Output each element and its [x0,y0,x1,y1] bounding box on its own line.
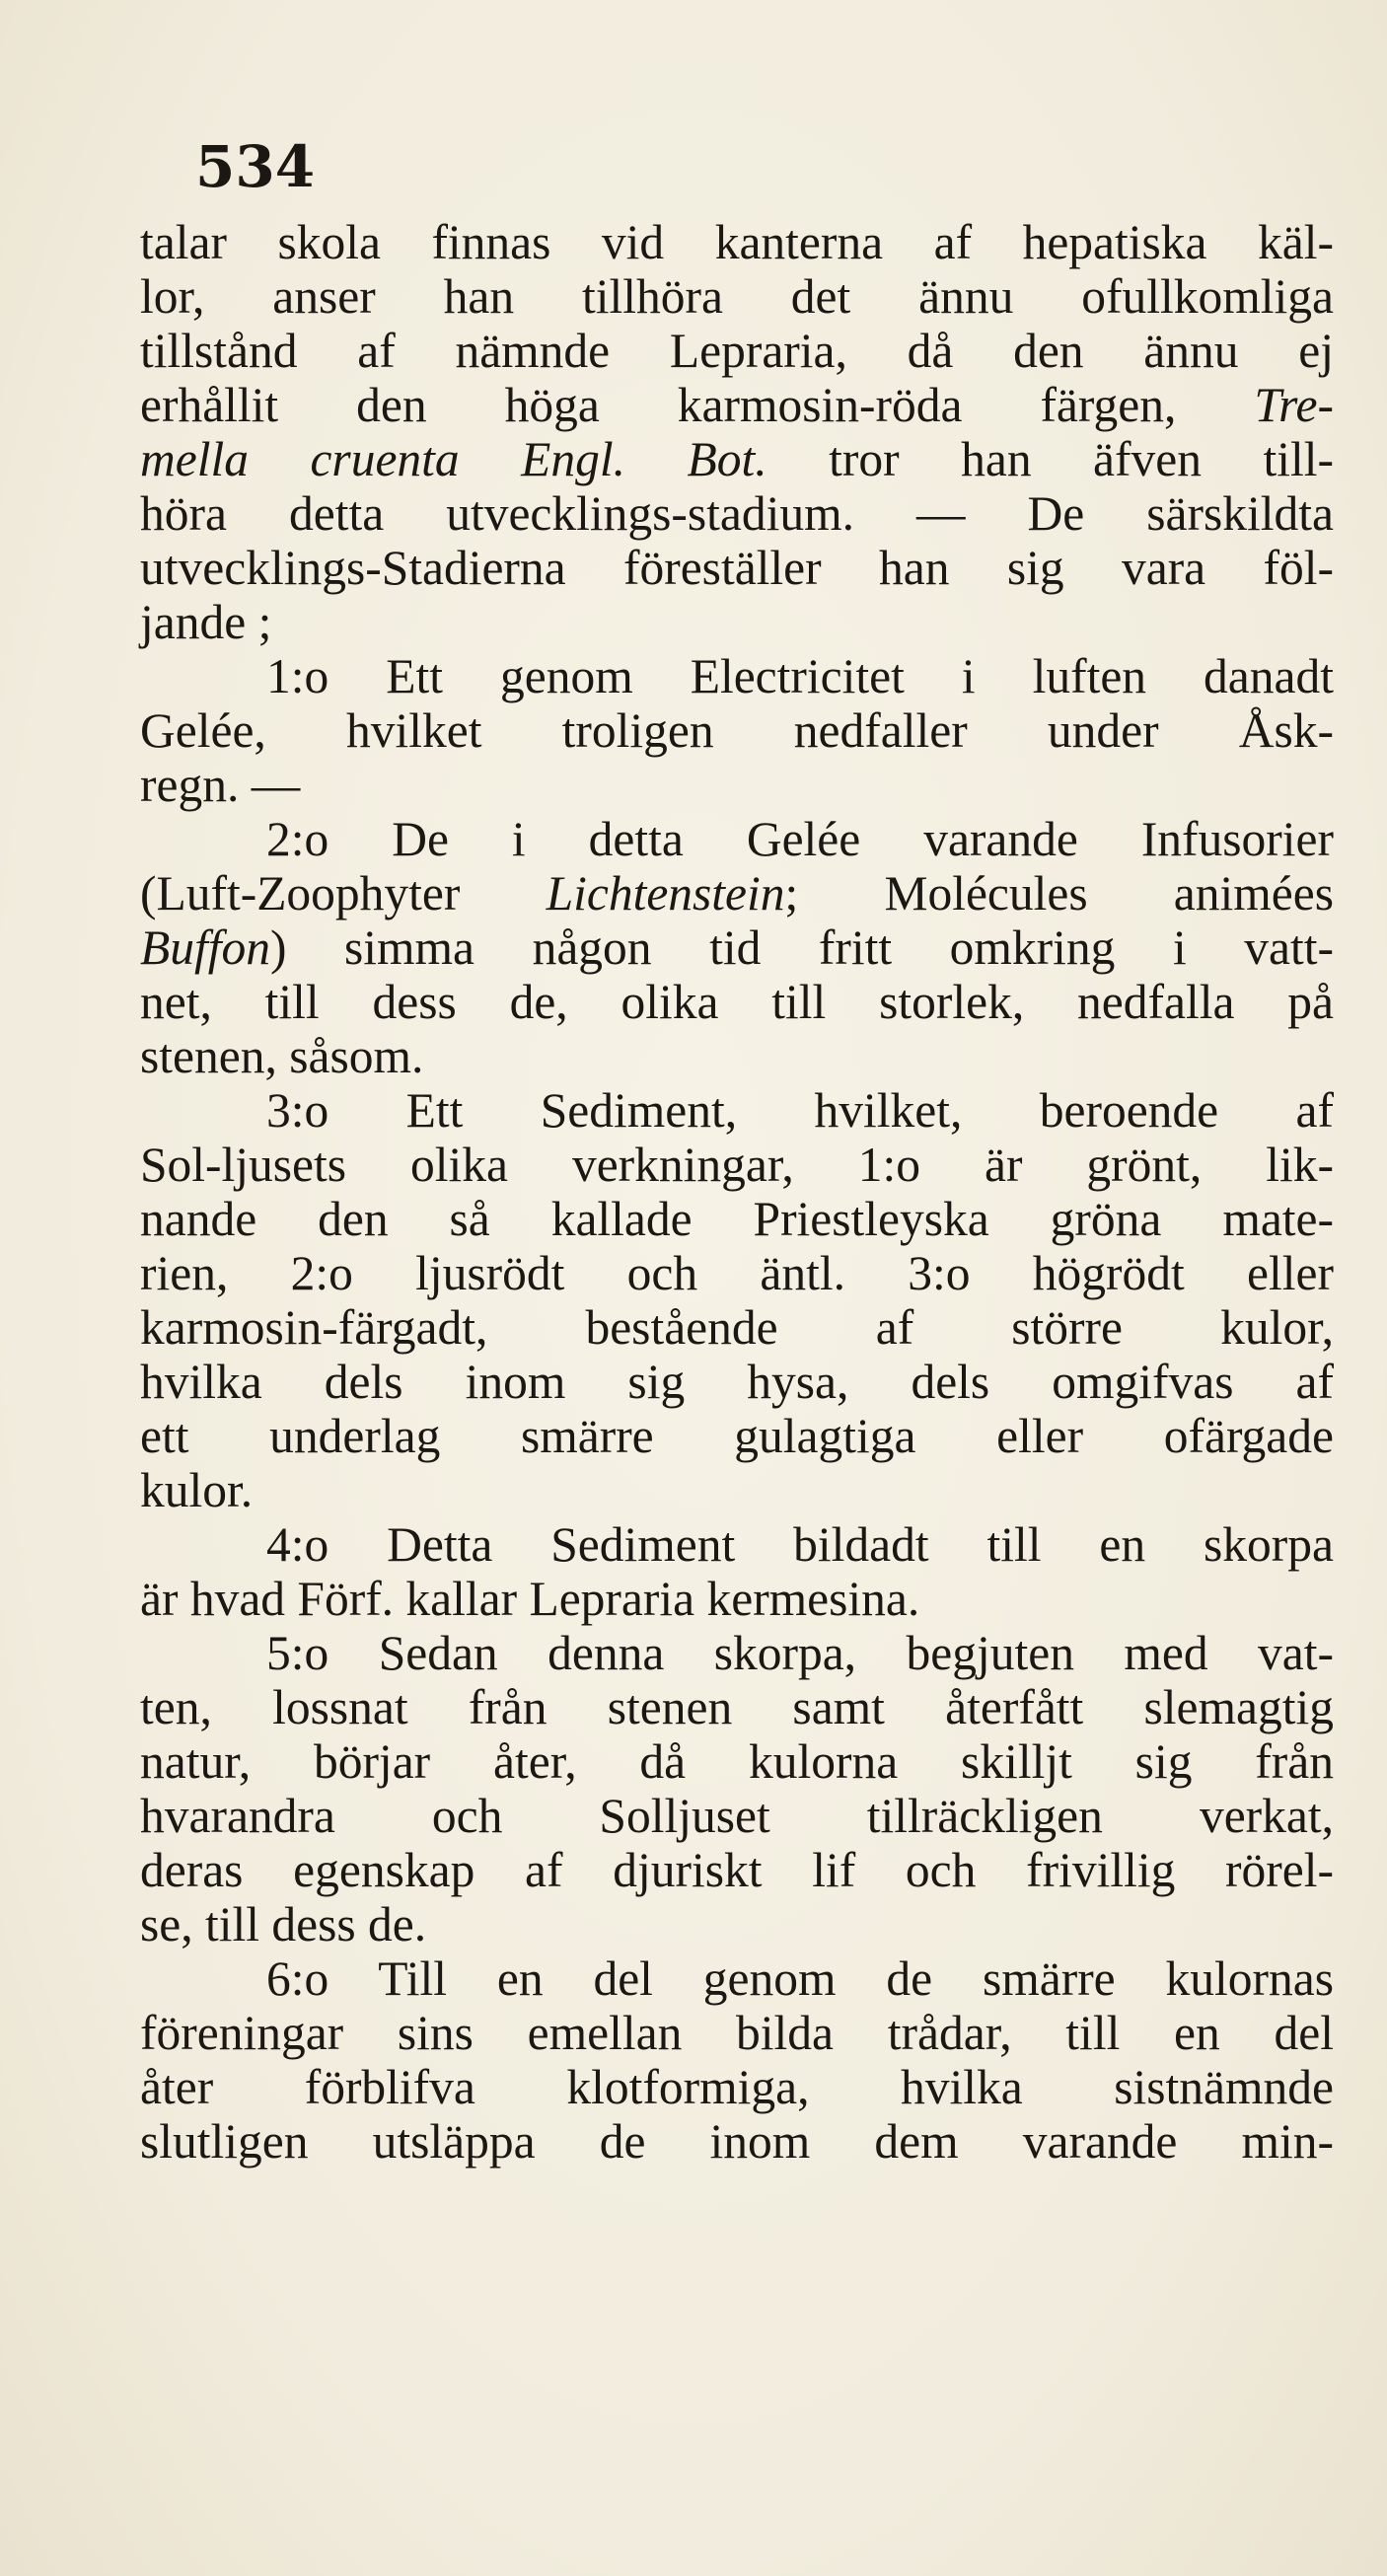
text-segment: 4:o Detta Sediment bildadt till en skorpa [266,1517,1334,1572]
page-number: 534 [195,133,316,200]
text-line [140,812,1334,866]
text-line [140,2006,1334,2060]
text-line [140,920,1334,975]
text-segment: 1:o Ett genom Electricitet i luften danadt [266,649,1334,703]
paragraph [140,812,1334,1083]
text-segment: utvecklings-Stadierna föreställer han sig vara föl- [140,541,1334,595]
text-segment: karmosin-färgadt, bestående af större kulor, [140,1300,1334,1355]
text-line [140,1517,1334,1572]
text-segment: lor, anser han tillhöra det ännu ofullkomliga [140,269,1334,324]
text-segment: deras egenskap af djuriskt lif och frivillig rörel- [140,1843,1334,1897]
text-line [140,1734,1334,1789]
text-line [140,2114,1334,2169]
text-segment: ; Molécules animées [784,866,1334,920]
paragraph [140,1951,1334,2169]
text-line [140,703,1334,758]
text-segment: tror han äfven till- [766,432,1334,486]
text-segment: rien, 2:o ljusrödt och äntl. 3:o högrödt eller [140,1246,1334,1300]
text-segment: tillstånd af nämnde Lepraria, då den ännu ej [140,324,1334,378]
text-line [140,1409,1334,1463]
text-line [140,866,1334,920]
text-segment: hvarandra och Solljuset tillräckligen verkat, [140,1789,1334,1843]
body-text [140,215,1334,2169]
text-line [140,595,1334,649]
text-segment: 5:o Sedan denna skorpa, begjuten med vat- [266,1626,1334,1680]
text-segment: Sol-ljusets olika verkningar, 1:o är grönt, lik- [140,1138,1334,1192]
text-segment: kulor. [140,1463,254,1517]
text-line [140,758,1334,812]
text-line [140,1843,1334,1897]
text-segment: Gelée, hvilket troligen nedfaller under Åsk- [140,703,1334,758]
text-segment: föreningar sins emellan bilda trådar, till en del [140,2006,1334,2060]
paragraph [140,649,1334,812]
text-line [140,215,1334,269]
text-segment: är hvad Förf. kallar Lepraria kermesina. [140,1572,920,1626]
text-segment: ett underlag smärre gulagtiga eller ofärgade [140,1409,1334,1463]
text-line [140,378,1334,432]
text-line [140,486,1334,541]
italic-text: Tre- [1254,378,1334,432]
text-segment: se, till dess de. [140,1897,427,1951]
text-line [140,2060,1334,2114]
text-segment: erhållit den höga karmosin-röda färgen, [140,378,1255,432]
text-segment: stenen, såsom. [140,1029,424,1083]
text-line [140,541,1334,595]
text-segment: (Luft-Zoophyter [140,866,547,920]
text-segment: ) simma någon tid fritt omkring i vatt- [270,920,1334,975]
text-line [140,1138,1334,1192]
text-segment: åter förblifva klotformiga, hvilka sistnämnde [140,2060,1334,2114]
italic-text: mella cruenta Engl. Bot. [140,432,767,486]
paragraph [140,1626,1334,1951]
text-line [140,1897,1334,1951]
text-line [140,1463,1334,1517]
italic-text: Buffon [140,920,270,975]
text-segment: 3:o Ett Sediment, hvilket, beroende af [266,1083,1334,1138]
text-line [140,1572,1334,1626]
text-segment: hvilka dels inom sig hysa, dels omgifvas af [140,1355,1334,1409]
text-line [140,269,1334,324]
text-line [140,1355,1334,1409]
text-segment: 6:o Till en del genom de smärre kulornas [266,1951,1334,2006]
paragraph [140,1083,1334,1517]
text-line [140,1083,1334,1138]
text-line [140,1029,1334,1083]
text-line [140,1626,1334,1680]
text-line [140,324,1334,378]
text-segment: nande den så kallade Priestleyska gröna mate- [140,1192,1334,1246]
text-segment: regn. — [140,758,301,812]
italic-text: Lichtenstein [546,866,785,920]
text-line [140,1192,1334,1246]
text-line [140,1300,1334,1355]
text-line [140,1680,1334,1734]
text-segment: slutligen utsläppa de inom dem varande min- [140,2114,1334,2169]
text-segment: talar skola finnas vid kanterna af hepatiska käl- [140,215,1334,269]
text-segment: 2:o De i detta Gelée varande Infusorier [266,812,1334,866]
paragraph [140,1517,1334,1626]
text-segment: höra detta utvecklings-stadium. — De särskildta [140,486,1334,541]
text-line [140,1789,1334,1843]
text-segment: jande ; [140,595,272,649]
text-line [140,649,1334,703]
text-line [140,975,1334,1029]
text-line [140,432,1334,486]
text-segment: net, till dess de, olika till storlek, nedfalla på [140,975,1334,1029]
paragraph [140,215,1334,649]
text-line [140,1951,1334,2006]
text-segment: natur, börjar åter, då kulorna skilljt sig från [140,1734,1334,1789]
text-segment: ten, lossnat från stenen samt återfått slemagtig [140,1680,1334,1734]
text-line [140,1246,1334,1300]
